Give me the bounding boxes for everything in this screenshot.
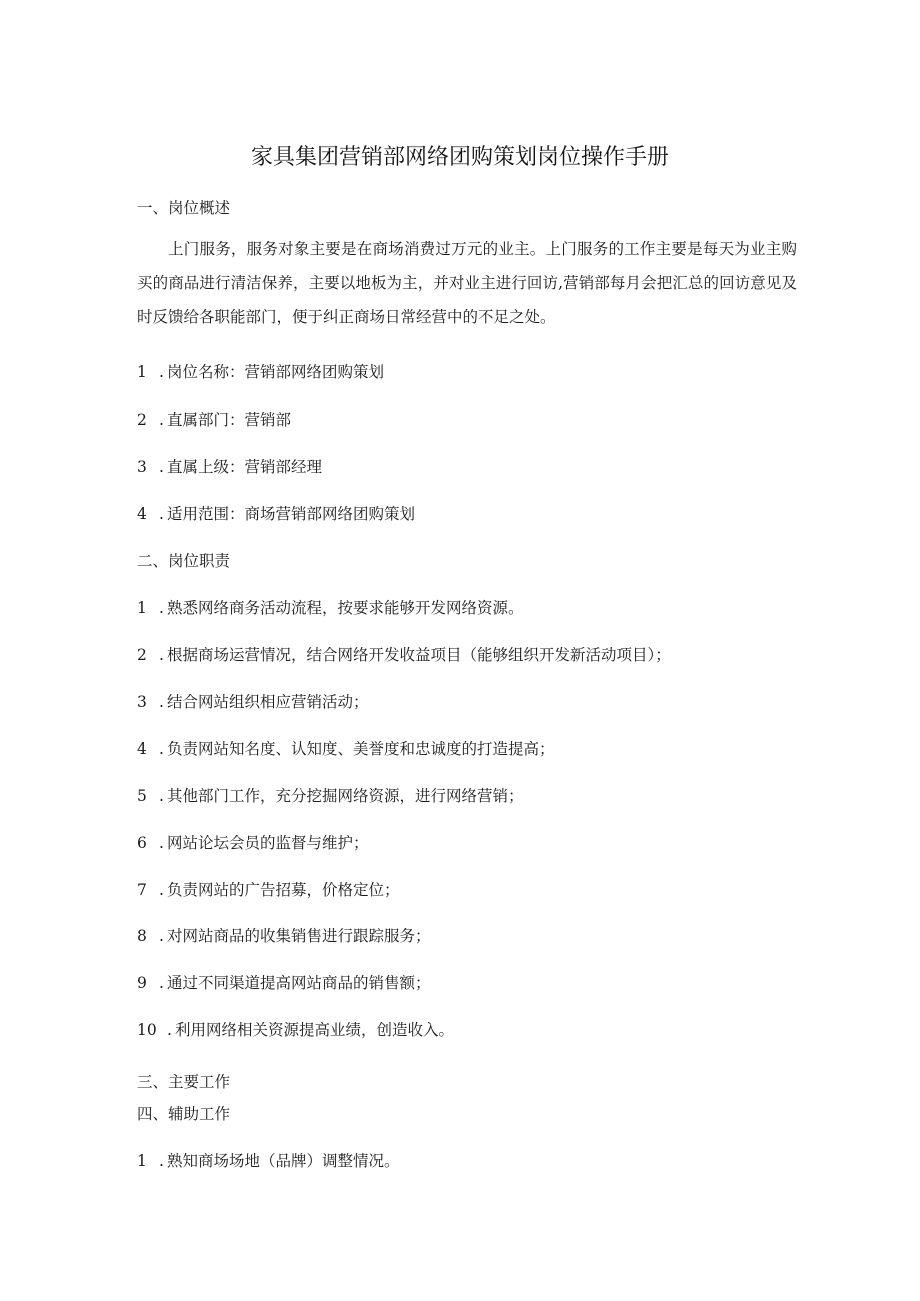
list-item-text: 适用范围：商场营销部网络团购策划 [167, 505, 416, 523]
list-item: 9 . 通过不同渠道提高网站商品的销售额； [137, 974, 431, 992]
list-item: 8 . 对网站商品的收集销售进行跟踪服务； [137, 927, 431, 945]
list-item-text: 根据商场运营情况，结合网络开发收益项目（能够组织开发新活动项目）； [167, 646, 671, 664]
list-item: 3 . 结合网站组织相应营销活动； [137, 693, 369, 711]
list-item-text: 对网站商品的收集销售进行跟踪服务； [167, 927, 431, 945]
list-item-number: 4 [137, 505, 147, 523]
list-item: 10 . 利用网络相关资源提高业绩，创造收入。 [137, 1021, 455, 1039]
list-item: 1 . 熟知商场场地（品牌）调整情况。 [137, 1152, 400, 1170]
overview-paragraph: 上门服务，服务对象主要是在商场消费过万元的业主。上门服务的工作主要是每天为业主购买的商品进行清洁保养，主要以地板为主，并对业主进行回访,营销部每月会把汇总的回访意见及时反馈给各职能部门，便于纠正商场日常经营中的不足之处。 [137, 240, 797, 326]
list-item-text: 熟知商场场地（品牌）调整情况。 [167, 1152, 400, 1170]
list-item-number: 1 [137, 1152, 147, 1170]
list-item: 2 . 根据商场运营情况，结合网络开发收益项目（能够组织开发新活动项目）； [137, 646, 671, 664]
list-item-text: 通过不同渠道提高网站商品的销售额； [167, 974, 431, 992]
list-item-number: 4 [137, 740, 147, 758]
list-item-number: 2 [137, 411, 147, 429]
list-item: 1 . 岗位名称：营销部网络团购策划 [137, 363, 385, 381]
list-item-text: 其他部门工作，充分挖掘网络资源，进行网络营销； [167, 787, 524, 805]
list-item: 4 . 负责网站知名度、认知度、美誉度和忠诚度的打造提高； [137, 740, 555, 758]
list-item: 4 . 适用范围：商场营销部网络团购策划 [137, 505, 416, 523]
list-item-text: 熟悉网络商务活动流程，按要求能够开发网络资源。 [167, 599, 524, 617]
list-item-text: 网站论坛会员的监督与维护； [167, 834, 369, 852]
document-title: 家具集团营销部网络团购策划岗位操作手册 [250, 145, 669, 170]
section-heading-main-work: 三、主要工作 [137, 1073, 231, 1091]
list-item: 7 . 负责网站的广告招募，价格定位； [137, 881, 400, 899]
list-item-number: 1 [137, 363, 147, 381]
list-item: 5 . 其他部门工作，充分挖掘网络资源，进行网络营销； [137, 787, 524, 805]
list-item-text: 利用网络相关资源提高业绩，创造收入。 [175, 1021, 455, 1039]
list-item-number: 10 [137, 1021, 157, 1039]
list-item-number: 8 [137, 927, 147, 945]
list-item-text: 岗位名称：营销部网络团购策划 [167, 363, 385, 381]
list-item-number: 5 [137, 787, 147, 805]
list-item-number: 6 [137, 834, 147, 852]
list-item-number: 7 [137, 881, 147, 899]
list-item-text: 直属上级：营销部经理 [167, 458, 323, 476]
section-heading-duties: 二、岗位职责 [137, 552, 231, 570]
section-heading-overview: 一、岗位概述 [137, 199, 231, 217]
list-item-text: 直属部门：营销部 [167, 411, 292, 429]
list-item: 1 . 熟悉网络商务活动流程，按要求能够开发网络资源。 [137, 599, 524, 617]
section-heading-auxiliary-work: 四、辅助工作 [137, 1105, 231, 1123]
list-item-number: 9 [137, 974, 147, 992]
list-item: 6 . 网站论坛会员的监督与维护； [137, 834, 369, 852]
list-item-number: 1 [137, 599, 147, 617]
list-item: 2 . 直属部门：营销部 [137, 411, 292, 429]
list-item-text: 负责网站的广告招募，价格定位； [167, 881, 400, 899]
list-item-number: 3 [137, 458, 147, 476]
list-item-number: 3 [137, 693, 147, 711]
list-item-number: 2 [137, 646, 147, 664]
list-item-text: 结合网站组织相应营销活动； [167, 693, 369, 711]
list-item-text: 负责网站知名度、认知度、美誉度和忠诚度的打造提高； [167, 740, 555, 758]
list-item: 3 . 直属上级：营销部经理 [137, 458, 323, 476]
